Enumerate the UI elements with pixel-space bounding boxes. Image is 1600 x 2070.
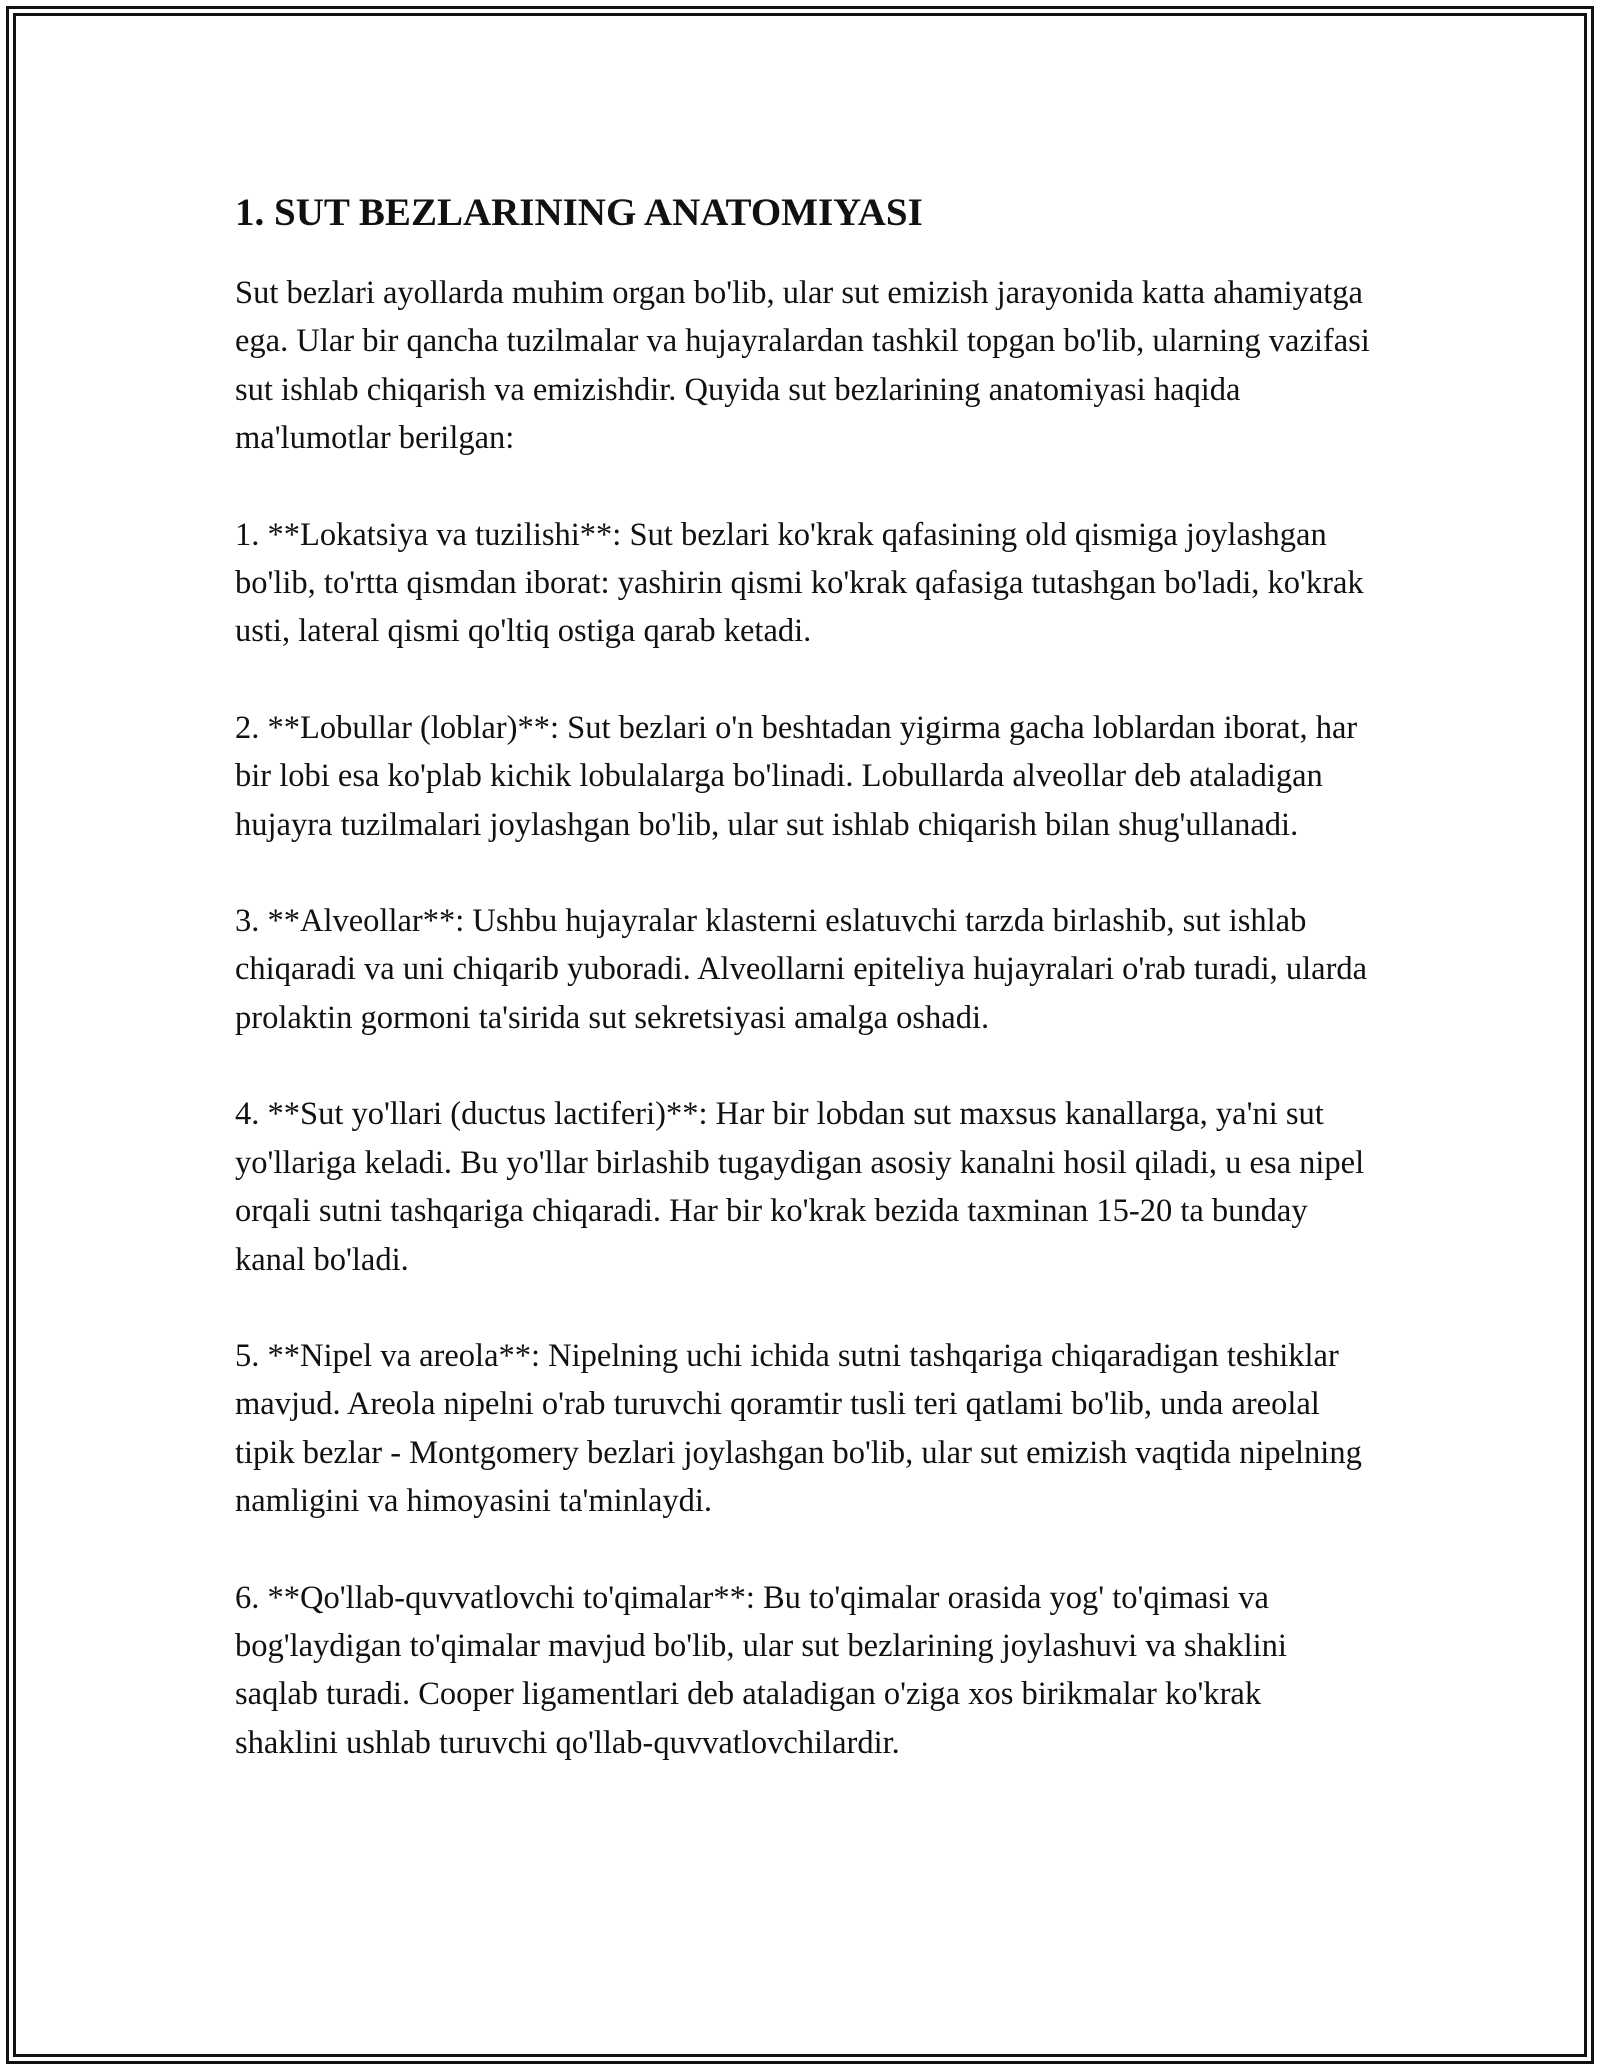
list-item-lobules: 2. **Lobullar (loblar)**: Sut bezlari o'n beshtadan yigirma gacha loblardan iborat, har bir lobi esa ko'plab kichik lobulalarga bo'linadi. Lobullarda alveollar deb ataladigan hujayra tuzilmalari joylashgan bo'lib, ular sut ishlab chiqarish bilan shug'ullanadi. <box>235 709 1358 843</box>
list-item-nipple-areola: 5. **Nipel va areola**: Nipelning uchi ichida sutni tashqariga chiqaradigan teshiklar mavjud. Areola nipelni o'rab turuvchi qoramtir tusli teri qatlami bo'lib, unda areolal tipik bezlar - Montgomery bezlari joylashgan bo'lib, ular sut emizish vaqtida nipelning namligini va himoyasini ta'minlaydi. <box>235 1337 1362 1520</box>
document-body <box>235 186 1370 1815</box>
list-item-milk-ducts: 4. **Sut yo'llari (ductus lactiferi)**: Har bir lobdan sut maxsus kanallarga, ya'ni sut yo'llariga keladi. Bu yo'llar birlashib tugaydigan asosiy kanalni hosil qiladi, u esa nipel orqali sutni tashqariga chiqaradi. Har bir ko'krak bezida taxminan 15-20 ta bunday kanal bo'ladi. <box>235 1096 1365 1278</box>
list-item-location: 1. **Lokatsiya va tuzilishi**: Sut bezlari ko'krak qafasining old qismiga joylashgan bo'lib, to'rtta qismdan iborat: yashirin qismi ko'krak qafasiga tutashgan bo'ladi, ko'krak usti, lateral qismi qo'ltiq ostiga qarab ketadi. <box>235 516 1364 650</box>
list-item-supporting-tissue: 6. **Qo'llab-quvvatlovchi to'qimalar**: Bu to'qimalar orasida yog' to'qimasi va bog'laydigan to'qimalar mavjud bo'lib, ular sut bezlarining joylashuvi va shaklini saqlab turadi. Cooper ligamentlari deb ataladigan o'ziga xos birikmalar ko'krak shaklini ushlab turuvchi qo'llab-quvvatlovchilardir. <box>235 1579 1287 1761</box>
intro-paragraph: Sut bezlari ayollarda muhim organ bo'lib, ular sut emizish jarayonida katta ahamiyatga ega. Ular bir qancha tuzilmalar va hujayralardan tashkil topgan bo'lib, ularning vazifasi sut ishlab chiqarish va emizishdir. Quyida sut bezlarining anatomiyasi haqida ma'lumotlar berilgan: <box>235 275 1370 457</box>
section-title: 1. SUT BEZLARINING ANATOMIYASI <box>235 191 923 234</box>
list-item-alveoli: 3. **Alveollar**: Ushbu hujayralar klasterni eslatuvchi tarzda birlashib, sut ishlab chiqaradi va uni chiqarib yuboradi. Alveollarni epiteliya hujayralari o'rab turadi, ularda prolaktin gormoni ta'sirida sut sekretsiyasi amalga oshadi. <box>235 903 1368 1036</box>
